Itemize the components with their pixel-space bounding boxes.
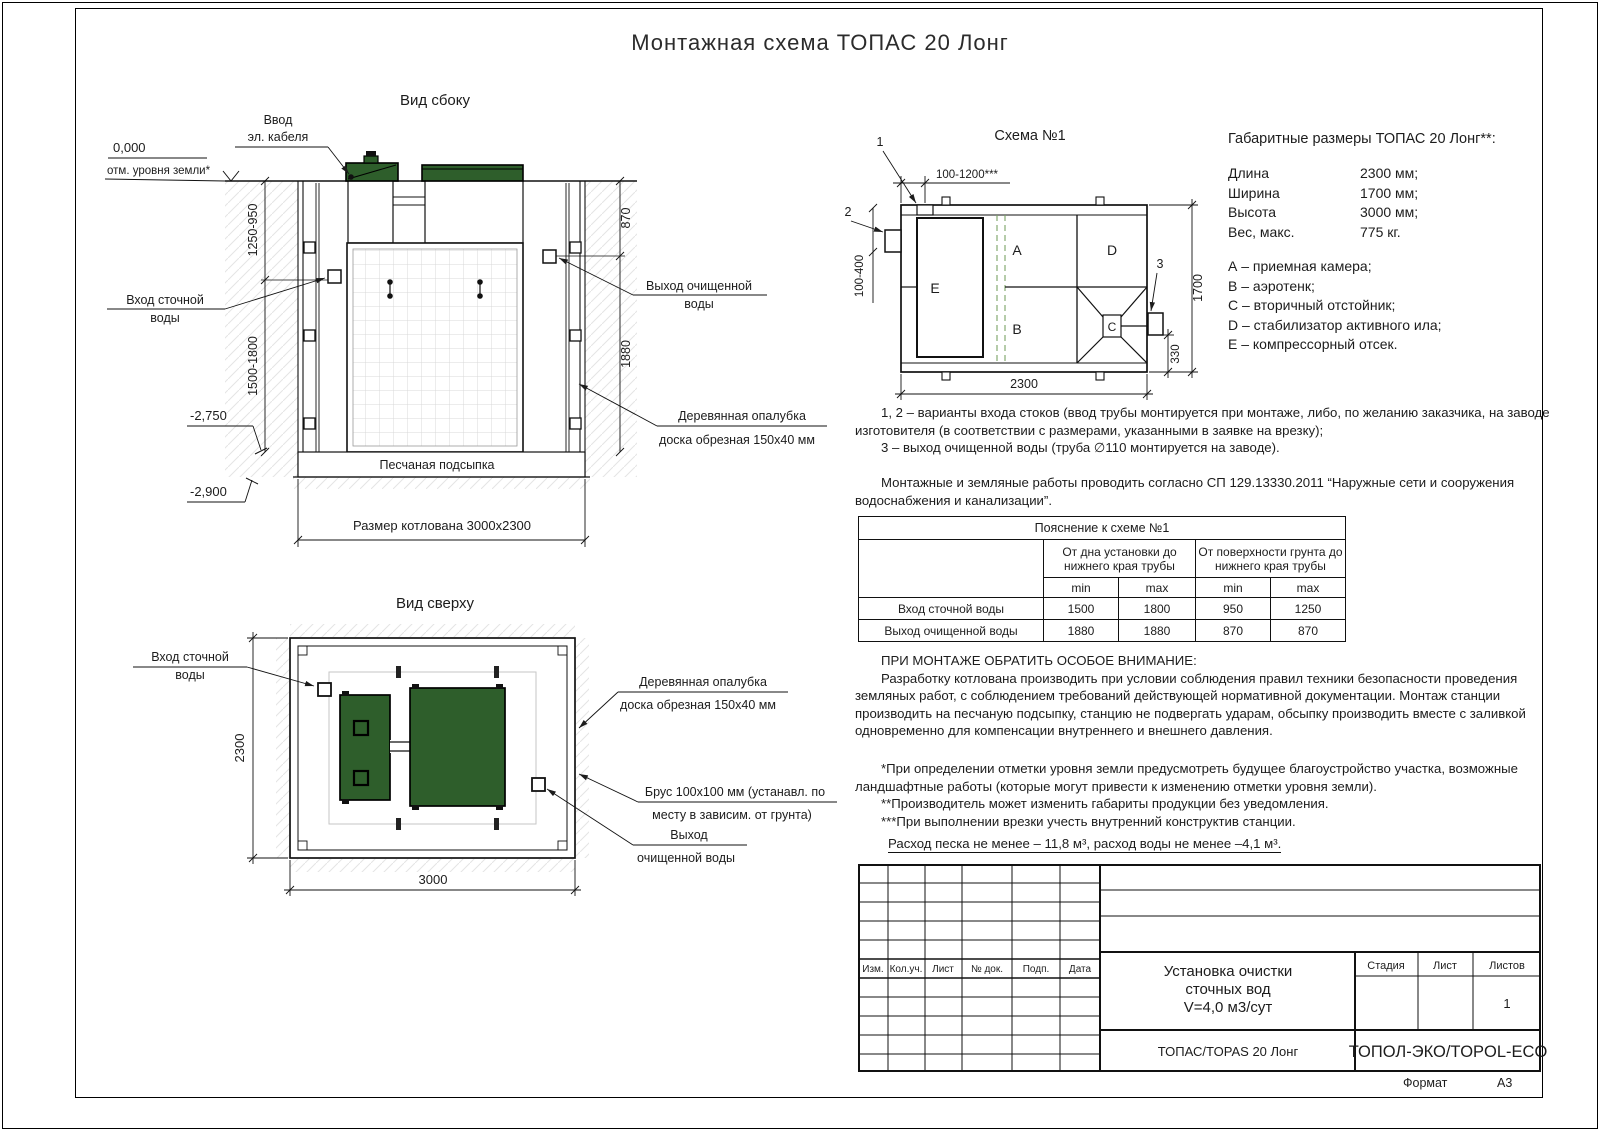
model-name: ТОПАС/TOPAS 20 Лонг xyxy=(1157,1044,1299,1059)
attention-title: ПРИ МОНТАЖЕ ОБРАТИТЬ ОСОБОЕ ВНИМАНИЕ: xyxy=(881,653,1197,668)
legend-item: В – аэротенк; xyxy=(1228,277,1315,294)
rev-header: Кол.уч. xyxy=(889,964,923,975)
callout-2: 2 xyxy=(844,205,852,219)
dim-label: 1700 xyxy=(1191,274,1205,302)
callout-text: Деревянная опалубка xyxy=(678,409,806,423)
outlet-stub xyxy=(1148,313,1163,335)
sheet-header: Лист xyxy=(1433,960,1457,972)
company-name: ТОПОЛ-ЭКО/TOPOL-ECO xyxy=(1348,1043,1548,1061)
callout-text: Ввод xyxy=(263,113,293,127)
variants-note xyxy=(855,404,1561,457)
table-title: Пояснение к схеме №1 xyxy=(859,517,1346,540)
dim-left xyxy=(869,204,877,303)
callout-text: месту в зависим. от грунта) xyxy=(652,808,812,822)
cell: 870 xyxy=(1196,620,1271,642)
top-view-drawing xyxy=(85,588,845,923)
tank-grid xyxy=(353,249,517,446)
dim-pit xyxy=(294,479,589,547)
callout-text: воды xyxy=(684,297,714,311)
outlet-pipe-stub xyxy=(543,250,556,263)
consumption-note: Расход песка не менее – 11,8 м³, расход воды не менее –4,1 м³. xyxy=(888,836,1282,851)
dim-label: 1250-950 xyxy=(246,203,260,257)
elevation-label: -2,900 xyxy=(190,484,227,499)
specs-title: Габаритные размеры ТОПАС 20 Лонг**: xyxy=(1228,131,1496,147)
attention-note xyxy=(855,652,1561,740)
rev-header: № док. xyxy=(970,964,1004,975)
scheme-title: Схема №1 xyxy=(994,128,1066,144)
cell: 1250 xyxy=(1271,598,1346,620)
elevation-2900 xyxy=(187,478,258,502)
variants-note-line: 1, 2 – варианты входа стоков (ввод трубы монтируется при монтаже, либо, по желанию заказчика, на заводе изготовителя (в соответствии с размерами, указанными в заявке на врезку); xyxy=(855,405,1550,438)
variants-note-line: 3 – выход очищенной воды (труба ∅110 монтируется на заводе). xyxy=(881,440,1280,455)
cable-entry-point xyxy=(348,174,354,180)
spec-row xyxy=(1228,185,1418,205)
rev-header: Лист xyxy=(932,964,954,975)
callout-text: эл. кабеля xyxy=(247,130,309,144)
spec-row xyxy=(1228,204,1418,224)
footnote-2: **Производитель может изменить габариты продукции без уведомления. xyxy=(881,796,1329,811)
callout-3: 3 xyxy=(1156,257,1164,271)
cell: 1880 xyxy=(1044,620,1119,642)
callout-text: воды xyxy=(150,311,180,325)
callout-text: доска обрезная 150х40 мм xyxy=(659,433,815,447)
callout-text: воды xyxy=(175,668,205,682)
callout-text: доска обрезная 150х40 мм xyxy=(620,698,776,712)
formwork-callout xyxy=(579,675,788,728)
cell: 1500 xyxy=(1044,598,1119,620)
table-group-header: От дна установки до нижнего края трубы xyxy=(1044,540,1196,578)
sheets-header: Листов xyxy=(1489,960,1525,972)
top-view-title: Вид сверху xyxy=(395,595,475,612)
callout-1: 1 xyxy=(876,135,884,149)
zero-mark-label: 0,000 xyxy=(113,140,146,155)
attention-body: Разработку котлована производить при условии соблюдения правил техники безопасности проведения земляных работ, с соблюдением требований действующей нормативной документации. Монтаж станции производить на песчаную подсыпку, станцию не подвергать ударам, обсыпку производить вместе с заливкой одновременно для компенсации внутреннего и внешнего давления. xyxy=(855,670,1526,738)
chamber-d: D xyxy=(1106,242,1118,258)
format-label: Формат xyxy=(1403,1076,1448,1090)
row-name: Выход очищенной воды xyxy=(859,620,1044,642)
spec-value: 3000 мм; xyxy=(1360,204,1419,220)
scheme-drawing xyxy=(840,118,1225,418)
sheets-value: 1 xyxy=(1503,996,1511,1011)
table-group-header: От поверхности грунта до нижнего края трубы xyxy=(1196,540,1346,578)
spec-name: Вес, макс. xyxy=(1228,223,1295,240)
callout-2-leader xyxy=(851,221,883,232)
tank-necks xyxy=(348,181,523,243)
inlet-pipe-stub xyxy=(328,270,341,283)
callout-text: Деревянная опалубка xyxy=(639,675,767,689)
chamber-e: E xyxy=(930,280,940,296)
table-subheader: max xyxy=(1271,578,1346,598)
rev-header: Дата xyxy=(1068,964,1092,975)
lid-big xyxy=(422,165,523,181)
callout-text: Выход очищенной xyxy=(646,279,752,293)
legend-item: Е – компрессорный отсек. xyxy=(1228,336,1398,352)
chamber-legend xyxy=(1228,258,1442,356)
callout-text: очищенной воды xyxy=(637,851,735,865)
spec-value: 1700 мм; xyxy=(1360,184,1419,201)
cell: 950 xyxy=(1196,598,1271,620)
table-row xyxy=(859,620,1346,642)
callout-text: Вход сточной xyxy=(126,293,204,307)
doc-title-line: Установка очистки xyxy=(1163,963,1293,980)
callout-text: Выход xyxy=(670,828,708,842)
legend-item: D – стабилизатор активного ила; xyxy=(1228,316,1442,333)
vent-cap-icon xyxy=(366,151,376,156)
rev-header: Подп. xyxy=(1022,964,1050,975)
callout-text: Брус 100х100 мм (устанавл. по xyxy=(644,785,826,799)
cell: 1880 xyxy=(1119,620,1196,642)
legend-item: А – приемная камера; xyxy=(1228,258,1372,274)
side-view-drawing xyxy=(85,82,830,557)
lid-big-top xyxy=(410,688,505,806)
chamber-a: A xyxy=(1012,242,1022,258)
callout-3-leader xyxy=(1151,273,1157,311)
rev-header: Изм. xyxy=(862,964,884,975)
dim-label: 100-1200*** xyxy=(936,169,999,181)
format-value: А3 xyxy=(1497,1076,1513,1090)
doc-title-line: V=4,0 м3/сут xyxy=(1183,999,1273,1016)
footnote-3: ***При выполнении врезки учесть внутренний конструктив станции. xyxy=(881,813,1296,829)
footnotes xyxy=(855,760,1565,830)
side-view-title: Вид сбоку xyxy=(400,92,470,109)
dim-label: 330 xyxy=(1170,344,1182,364)
ground-level-mark-icon xyxy=(223,171,239,181)
spec-row xyxy=(1228,224,1418,244)
inlet-zone-1 xyxy=(917,205,933,215)
stage-header: Стадия xyxy=(1367,960,1405,972)
chamber-b: B xyxy=(1012,321,1022,337)
dim-label: 1880 xyxy=(619,340,633,368)
callout-text: Вход сточной xyxy=(151,650,229,664)
dim-label: 100-400 xyxy=(854,254,866,298)
table-subheader: min xyxy=(1044,578,1119,598)
compressor-box xyxy=(917,218,983,357)
spec-name: Длина xyxy=(1228,165,1269,181)
specs-rows xyxy=(1228,165,1418,243)
dim-label: 1500-1800 xyxy=(246,336,260,396)
footnote-1: *При определении отметки уровня земли предусмотреть будущее благоустройство участка, возможные ландшафтные работы (которые могут привести к изменению отметки уровня земли). xyxy=(855,761,1518,794)
cell: 1800 xyxy=(1119,598,1196,620)
elevation-label: -2,750 xyxy=(190,408,227,423)
spec-name: Ширина xyxy=(1228,184,1280,201)
cell: 870 xyxy=(1271,620,1346,642)
chamber-c: C xyxy=(1107,320,1117,334)
ground-level-label: отм. уровня земли* xyxy=(107,165,211,177)
outlet-pipe-square xyxy=(532,778,545,791)
legend-item: С – вторичный отстойник; xyxy=(1228,297,1396,313)
sp-note xyxy=(855,474,1555,509)
spec-name: Высота xyxy=(1228,204,1277,220)
sand-label: Песчаная подсыпка xyxy=(379,458,495,472)
spec-value: 775 кг. xyxy=(1360,223,1401,240)
sp-note-text: Монтажные и земляные работы проводить согласно СП 129.13330.2011 “Наружные сети и сооружения водоснабжения и канализации”. xyxy=(855,475,1515,508)
table-corner-cell xyxy=(859,540,1044,598)
table-subheader: max xyxy=(1119,578,1196,598)
doc-title-line: сточных вод xyxy=(1185,981,1271,998)
inlet-pipe-square xyxy=(318,683,331,696)
title-block xyxy=(858,864,1548,1072)
row-name: Вход сточной воды xyxy=(859,598,1044,620)
cable-entry-callout xyxy=(235,113,349,174)
explanation-table xyxy=(858,516,1346,642)
dim-label: 870 xyxy=(619,207,633,229)
dim-label: 2300 xyxy=(232,733,247,763)
inlet-stub-2 xyxy=(885,230,901,252)
beam-callout xyxy=(579,774,837,822)
pit-size-label: Размер котлована 3000х2300 xyxy=(352,518,532,533)
lid-small-vent xyxy=(364,156,378,163)
spec-value: 2300 мм; xyxy=(1360,165,1419,181)
underline xyxy=(105,179,225,181)
callout-1-leader xyxy=(883,151,916,203)
dim-label: 3000 xyxy=(418,872,448,887)
spec-row xyxy=(1228,165,1418,185)
dim-label: 2300 xyxy=(1010,377,1038,391)
table-row xyxy=(859,598,1346,620)
page-title: Монтажная схема ТОПАС 20 Лонг xyxy=(631,30,1009,55)
table-subheader: min xyxy=(1196,578,1271,598)
